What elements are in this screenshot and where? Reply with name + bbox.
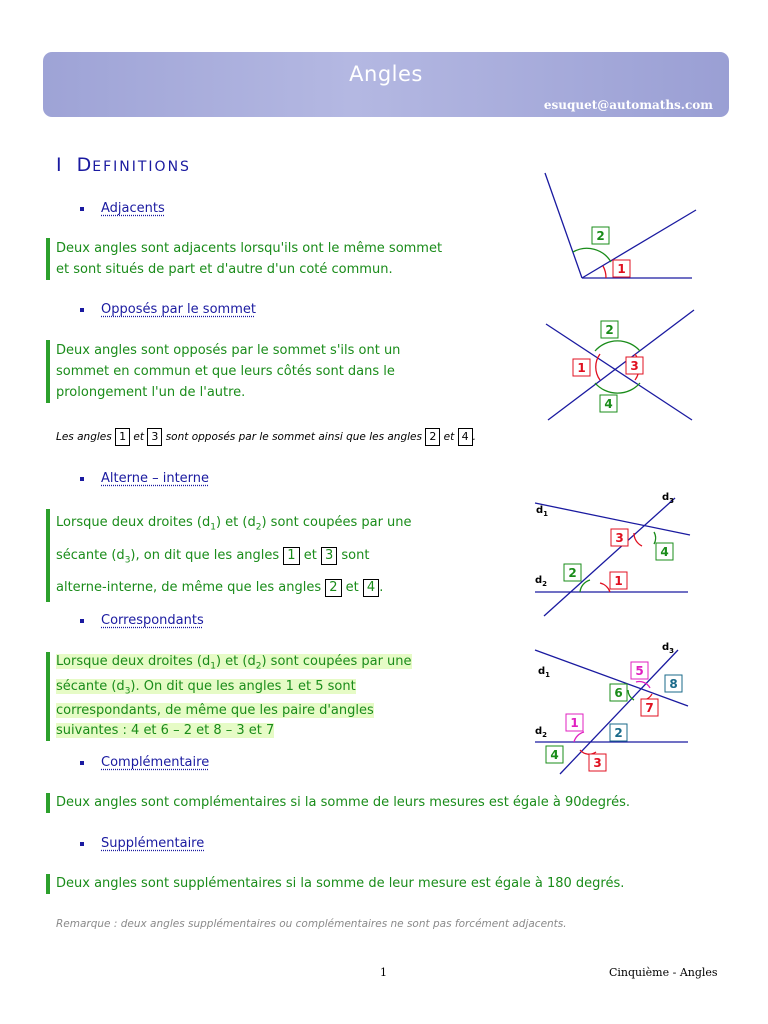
label-6: 6	[614, 686, 623, 700]
arc-1	[603, 266, 606, 278]
label-4: 4	[550, 748, 559, 762]
footer-title: Cinquième - Angles	[609, 966, 718, 979]
arc-4	[654, 532, 656, 544]
subheading-alterne: Alterne – interne	[80, 471, 209, 486]
arc-4	[595, 383, 640, 393]
label-8: 8	[669, 677, 678, 691]
line-d3	[560, 650, 678, 774]
label-3: 3	[593, 756, 602, 770]
definition-opposes: Deux angles sont opposés par le sommet s'ils ont un sommet en commun et que leurs côtés sont dans le prolongement l'un de l'autre.	[46, 340, 400, 403]
section-title: EFINITIONS	[92, 159, 191, 175]
arc-3	[634, 533, 642, 546]
bullet-icon	[80, 207, 84, 211]
definition-alterne: Lorsque deux droites $(d_1)$ et $(d_2)$ sont coupées par une sécante $(d_3)$, on dit que les angles 1 et 3 sont alterne-interne, de même que les angles 2 et 4 .	[46, 509, 412, 602]
figure-correspondants	[530, 638, 695, 778]
bullet-icon	[80, 619, 84, 623]
label-d1: $d_1$	[538, 666, 551, 679]
note-opposes: Les angles 1 et 3 sont opposés par le sommet ainsi que les angles 2 et 4 .	[56, 428, 476, 446]
arc-2	[573, 248, 611, 262]
arc-1	[600, 583, 610, 592]
line-d3	[544, 498, 675, 616]
page-number: 1	[380, 966, 387, 979]
subheading-correspondants: Correspondants	[80, 613, 204, 628]
definition-complementaire: Deux angles sont complémentaires si la somme de leurs mesures est égale à 90degrés.	[46, 793, 630, 813]
figure-alterne	[530, 488, 695, 618]
author-email: esuquet@automaths.com	[543, 98, 713, 112]
subheading-supplementaire: Supplémentaire	[80, 836, 204, 851]
figure-adjacents	[540, 170, 700, 285]
header-banner	[43, 52, 729, 117]
label-1: 1	[614, 574, 623, 588]
label-2: 2	[568, 566, 577, 580]
label-5: 5	[635, 664, 644, 678]
subheading-complementaire: Complémentaire	[80, 755, 209, 770]
bullet-icon	[80, 761, 84, 765]
label-1: 1	[570, 716, 579, 730]
label-4: 4	[604, 397, 613, 411]
definition-supplementaire: Deux angles sont supplémentaires si la somme de leur mesure est égale à 180 degrés.	[46, 874, 624, 894]
page-title: Angles	[349, 62, 423, 86]
label-4: 4	[660, 545, 669, 559]
label-2: 2	[614, 726, 623, 740]
label-d2: $d_2$	[535, 726, 548, 739]
figure-opposes	[540, 308, 700, 426]
bullet-icon	[80, 842, 84, 846]
arc-2	[595, 341, 640, 351]
arc-1	[574, 732, 584, 742]
label-2: 2	[596, 229, 605, 243]
bullet-icon	[80, 477, 84, 481]
arc-6	[628, 690, 634, 700]
subheading-adjacents: Adjacents	[80, 201, 165, 216]
label-d3: $d_3$	[662, 492, 675, 505]
section-number: I	[56, 154, 63, 176]
subheading-opposes: Opposés par le sommet	[80, 302, 256, 317]
ray	[545, 173, 582, 278]
remark: Remarque : deux angles supplémentaires ou complémentaires ne sont pas forcément adjacents.	[56, 918, 567, 930]
label-d3: $d_3$	[662, 642, 675, 655]
label-7: 7	[645, 701, 654, 715]
label-1: 1	[577, 361, 586, 375]
definition-adjacents: Deux angles sont adjacents lorsqu'ils ont le même sommet et sont situés de part et d'autre d'un coté commun.	[46, 238, 442, 280]
label-1: 1	[617, 262, 626, 276]
label-3: 3	[630, 359, 639, 373]
bullet-icon	[80, 308, 84, 312]
section-initial: D	[76, 154, 93, 176]
section-heading	[56, 154, 191, 176]
definition-correspondants: Lorsque deux droites $(d_1)$ et $(d_2)$ sont coupées par une sécante $(d_3)$. On dit que les angles 1 et 5 sont correspondants, de même que les paire d'angles suivantes : 4 et 6 – 2 et 8 – 3 et 7	[46, 652, 412, 741]
label-d2: $d_2$	[535, 575, 548, 588]
label-d1: $d_1$	[536, 505, 549, 518]
label-3: 3	[615, 531, 624, 545]
label-2: 2	[605, 323, 614, 337]
line	[548, 310, 694, 420]
